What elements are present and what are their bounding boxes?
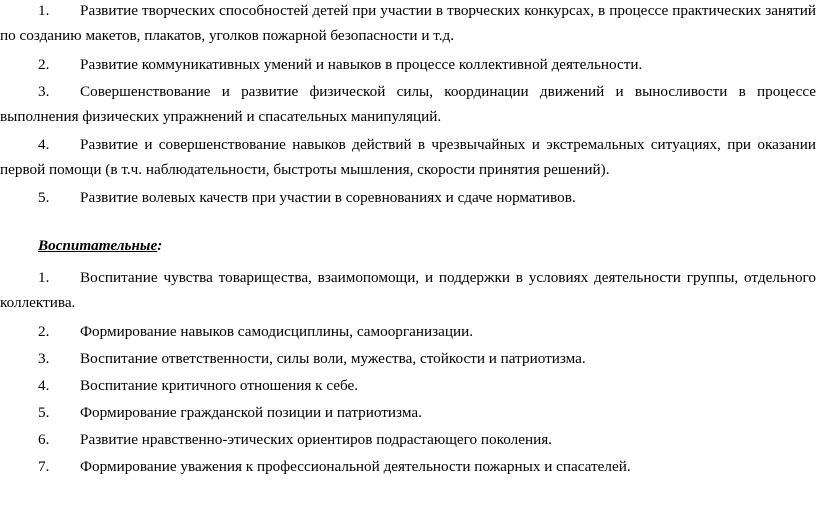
list-item	[0, 132, 816, 182]
item-number: 2.	[38, 56, 50, 73]
section-heading	[38, 233, 162, 258]
list-item	[0, 79, 816, 129]
item-number: 1.	[38, 269, 50, 286]
item-number: 2.	[38, 323, 50, 340]
item-text: Развитие волевых качеств при участии в соревнованиях и сдаче нормативов.	[80, 189, 576, 206]
list-item	[0, 265, 816, 315]
list-item	[0, 319, 816, 344]
item-number: 3.	[38, 350, 50, 367]
section-heading-title: Воспитательные	[38, 237, 158, 254]
list-item	[0, 454, 816, 479]
item-text: Совершенствование и развитие физической силы, координации движений и выносливости в процессе выполнения физических упражнений и спасательных манипуляций.	[0, 83, 816, 125]
item-number: 6.	[38, 431, 50, 448]
list-item	[0, 185, 816, 210]
item-number: 5.	[38, 189, 50, 206]
list-item	[0, 0, 816, 48]
item-text: Формирование уважения к профессиональной деятельности пожарных и спасателей.	[80, 458, 631, 475]
list-item	[0, 400, 816, 425]
item-number: 5.	[38, 404, 50, 421]
item-number: 7.	[38, 458, 50, 475]
item-text: Формирование навыков самодисциплины, самоорганизации.	[80, 323, 474, 340]
item-text: Воспитание чувства товарищества, взаимопомощи, и поддержки в условиях деятельности группы, отдельного коллектива.	[0, 269, 816, 311]
item-text: Развитие нравственно-этических ориентиров подрастающего поколения.	[80, 431, 552, 448]
list-item	[0, 373, 816, 398]
item-text: Воспитание критичного отношения к себе.	[80, 377, 359, 394]
item-text: Формирование гражданской позиции и патриотизма.	[80, 404, 422, 421]
item-number: 4.	[38, 377, 50, 394]
item-text: Развитие творческих способностей детей при участии в творческих конкурсах, в процессе практических занятий по созданию макетов, плакатов, уголков пожарной безопасности и т.д.	[0, 2, 816, 44]
section-heading-colon: :	[157, 237, 163, 254]
list-item	[0, 346, 816, 371]
list-item	[0, 427, 816, 452]
item-text: Воспитание ответственности, силы воли, мужества, стойкости и патриотизма.	[80, 350, 586, 367]
item-text: Развитие коммуникативных умений и навыков в процессе коллективной деятельности.	[80, 56, 643, 73]
item-text: Развитие и совершенствование навыков действий в чрезвычайных и экстремальных ситуациях, при оказании первой помощи (в т.ч. наблюдательности, быстроты мышления, скорости принятия решений).	[0, 136, 816, 178]
list-item	[0, 52, 816, 77]
item-number: 4.	[38, 136, 50, 153]
item-number: 1.	[38, 2, 50, 19]
item-number: 3.	[38, 83, 50, 100]
